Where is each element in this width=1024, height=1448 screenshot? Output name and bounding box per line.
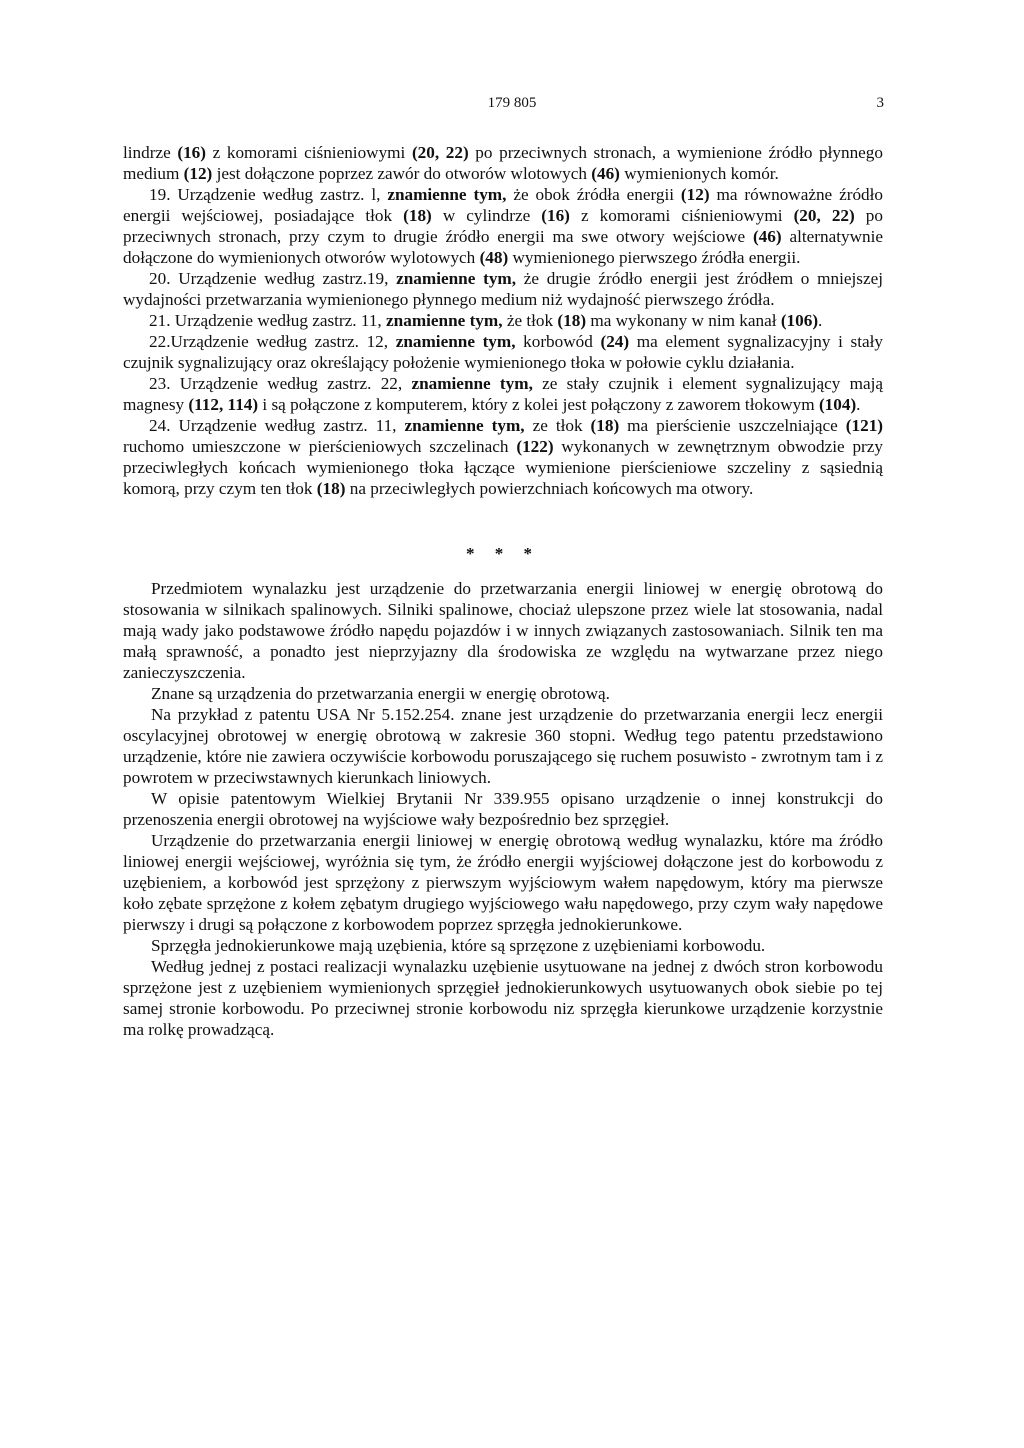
description-paragraph: Według jednej z postaci realizacji wynalazku uzębienie usytuowane na jednej z dwóch stron korbowodu sprzężone jest z uzębieniem wymienionych sprzęgieł jednokierunkowych usytuowanych obok siebie po tej samej stronie korbowodu. Po przeciwnej stronie korbowodu niz sprzęgła kierunkowe urządzenie korzystnie ma rolkę prowadzącą. (123, 957, 883, 1039)
description-paragraph: Znane są urządzenia do przetwarzania energii w energię obrotową. (151, 684, 610, 703)
bold-run: znamienne tym, (386, 311, 503, 330)
bold-run: (104) (818, 395, 857, 414)
claims-section (123, 142, 883, 499)
bold-run: (18) (557, 311, 587, 330)
bold-run: (18) (590, 416, 620, 435)
bold-run: (46) (591, 164, 620, 183)
page-content (123, 142, 883, 1040)
bold-run: (16) (541, 206, 570, 225)
bold-run: znamienne tym, (395, 332, 516, 351)
bold-run: znamienne tym, (404, 416, 525, 435)
claim-19: 19. Urządzenie według zastrz. l, znamienne tym, że obok źródła energii (12) ma równoważne źródło energii wejściowej, posiadające tłok (18) w cylindrze (16) z komorami ciśnieniowymi (20, 22) po przeciwnych stronach, przy czym to drugie źródło energii ma swe otwory wejściowe (46) alternatywnie dołączone do wymienionych otworów wylotowych (48) wymienionego pierwszego źródła energii. (123, 185, 883, 267)
claim-23: 23. Urządzenie według zastrz. 22, znamienne tym, ze stały czujnik i element sygnalizujący mają magnesy (112, 114) i są połączone z komputerem, który z kolei jest połączony z zaworem tłokowym (104). (123, 374, 883, 414)
bold-run: (121) (845, 416, 884, 435)
bold-run: (24) (600, 332, 630, 351)
claim-continuation: lindrze (16) z komorami ciśnieniowymi (20, 22) po przeciwnych stronach, a wymienione źródło płynnego medium (12) jest dołączone poprzez zawór do otworów wlotowych (46) wymienionych komór. (123, 143, 883, 183)
description-paragraph: W opisie patentowym Wielkiej Brytanii Nr 339.955 opisano urządzenie o innej konstrukcji do przenoszenia energii obrotowej na wyjściowe wały bezpośrednio bez sprzęgieł. (123, 789, 883, 829)
bold-run: (20, 22) (411, 143, 469, 162)
bold-run: (112, 114) (188, 395, 259, 414)
bold-run: znamienne tym, (387, 185, 507, 204)
claim-21: 21. Urządzenie według zastrz. 11, znamienne tym, że tłok (18) ma wykonany w nim kanał (106). (149, 311, 823, 330)
patent-number: 179 805 (487, 95, 537, 111)
bold-run: (46) (752, 227, 782, 246)
bold-run: (106) (780, 311, 819, 330)
description-paragraph: Przedmiotem wynalazku jest urządzenie do przetwarzania energii liniowej w energię obrotową do stosowania w silnikach spalinowych. Silniki spalinowe, chociaż ulepszone przez wiele lat stosowania, nadal mają wady jako podstawowe źródło napędu pojazdów i w innych związanych zastosowaniach. Silnik ten ma małą sprawność, a ponadto jest nieprzyjazny dla środowiska ze względu na wytwarzane przez niego zanieczyszczenia. (123, 579, 883, 682)
page-number: 3 (876, 95, 884, 111)
claim-22: 22.Urządzenie według zastrz. 12, znamienne tym, korbowód (24) ma element sygnalizacyjny i stały czujnik sygnalizujący oraz określający położenie wymienionego tłoka w połowie cyklu działania. (123, 332, 883, 372)
bold-run: (18) (403, 206, 432, 225)
bold-run: (12) (680, 185, 710, 204)
claim-20: 20. Urządzenie według zastrz.19, znamienne tym, że drugie źródło energii jest źródłem o mniejszej wydajności przetwarzania wymienionego płynnego medium niż wydajność pierwszego źródła. (123, 269, 883, 309)
claim-24: 24. Urządzenie według zastrz. 11, znamienne tym, ze tłok (18) ma pierścienie uszczelniające (121) ruchomo umieszczone w pierścieniowych szczelinach (122) wykonanych w zewnętrznym obwodzie przy przeciwległych końcach wymienionego tłoka łączące wymienione pierścieniowe szczeliny z sąsiednią komorą, przy czym ten tłok (18) na przeciwległych powierzchniach końcowych ma otwory. (123, 416, 884, 498)
bold-run: (20, 22) (793, 206, 855, 225)
description-section (123, 578, 883, 1040)
description-paragraph: Sprzęgła jednokierunkowe mają uzębienia, które są sprzęzone z uzębieniami korbowodu. (151, 936, 766, 955)
bold-run: (12) (183, 164, 213, 183)
section-separator: * * * (466, 544, 540, 563)
bold-run: (122) (516, 437, 554, 456)
bold-run: znamienne tym, (411, 374, 533, 393)
description-paragraph: Na przykład z patentu USA Nr 5.152.254. znane jest urządzenie do przetwarzania energii lecz energii oscylacyjnej obrotowej w energię obrotową w zakresie 360 stopni. Według tego patentu przedstawiono urządzenie, które nie zawiera oczywiście korbowodu poruszającego się ruchem posuwisto - zwrotnym tam i z powrotem w przeciwstawnych kierunkach liniowych. (123, 705, 883, 787)
description-paragraph: Urządzenie do przetwarzania energii liniowej w energię obrotową według wynalazku, które ma źródło liniowej energii wejściowej, wyróżnia się tym, że źródło energii wyjściowej dołączone jest do korbowodu z uzębieniem, a korbowód jest sprzężony z pierwszym wyjściowym wałem napędowym, który ma pierwsze koło zębate sprzężone z kołem zębatym drugiego wyjściowego wału napędowego, przy czym wały napędowe pierwszy i drugi są połączone z korbowodem poprzez sprzęgła jednokierunkowe. (123, 831, 883, 934)
bold-run: znamienne tym, (396, 269, 517, 288)
page-header (0, 95, 1024, 117)
bold-run: (16) (177, 143, 206, 162)
bold-run: (48) (479, 248, 509, 267)
bold-run: (18) (316, 479, 346, 498)
